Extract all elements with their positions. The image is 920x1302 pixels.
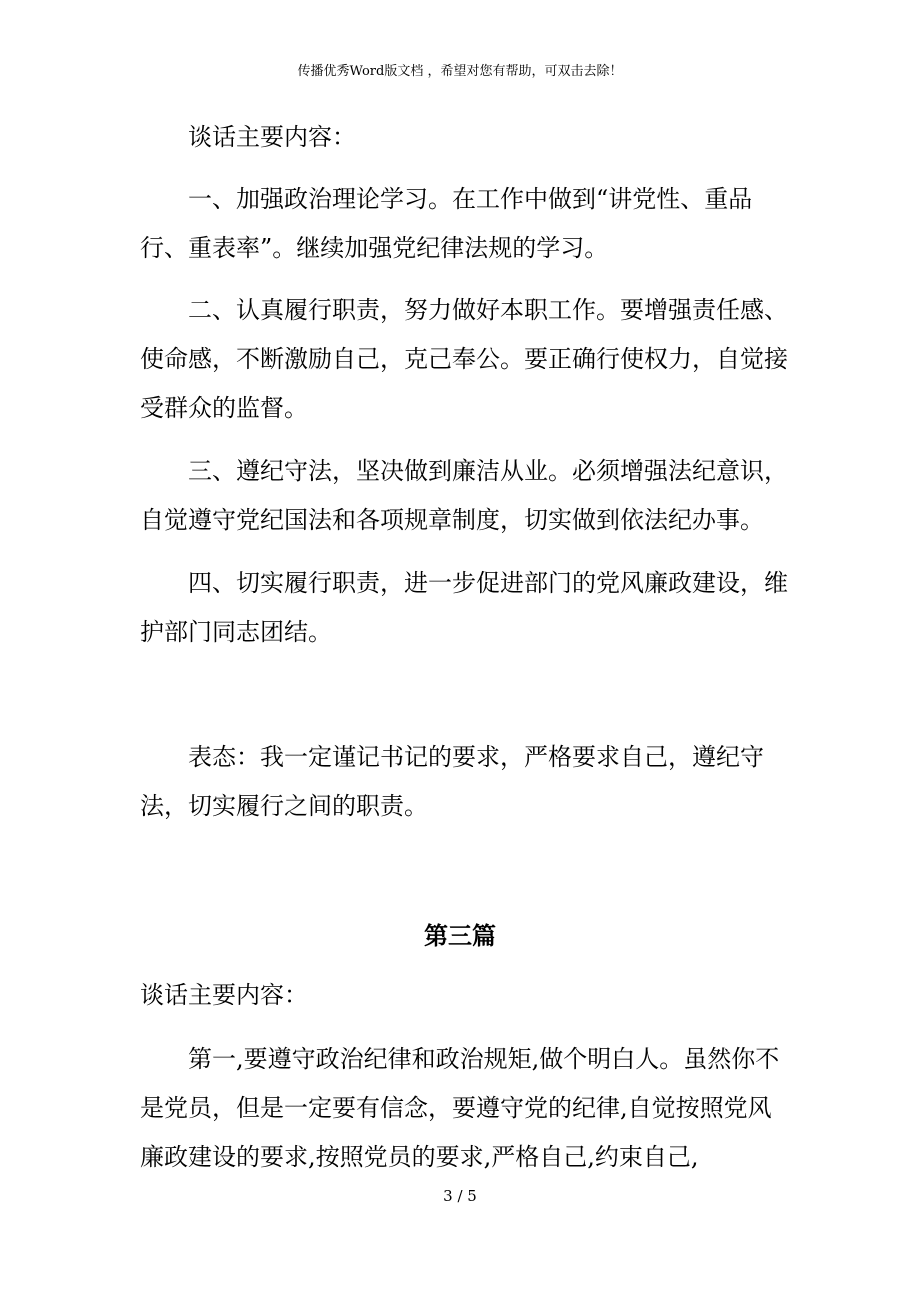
paragraph-first-point: 第一,要遵守政治纪律和政治规矩,做个明白人。虽然你不是党员，但是一定要有信念，要遵守党的纪律,自觉按照党风廉政建设的要求,按照党员的要求,严格自己,约束自己, [140,1045,780,1171]
section-title: 第三篇 [424,922,496,950]
page-number: 3 / 5 [443,1187,477,1205]
paragraph-item-one: 一、加强政治理论学习。在工作中做到“讲党性、重品行、重表率”。继续加强党纪律法规的学习。 [140,185,753,262]
paragraph-item-two: 二、认真履行职责，努力做好本职工作。要增强责任感、使命感，不断激励自己，克己奉公。要正确行使权力，自觉接受群众的监督。 [140,296,788,422]
paragraph-item-three: 三、遵纪守法，坚决做到廉洁从业。必须增强法纪意识，自觉遵守党纪国法和各项规章制度，切实做到依法纪办事。 [140,457,788,534]
paragraph-item-four: 四、切实履行职责，进一步促进部门的党风廉政建设，维护部门同志团结。 [140,569,788,646]
paragraph-statement: 表态：我一定谨记书记的要求，严格要求自己，遵纪守法，切实履行之间的职责。 [140,743,764,820]
page-header-note: 传播优秀Word版文档 ，希望对您有帮助，可双击去除！ [297,64,623,79]
paragraph-talk-content-heading: 谈话主要内容： [188,123,356,151]
paragraph-talk-content-heading-2: 谈话主要内容： [140,981,308,1009]
